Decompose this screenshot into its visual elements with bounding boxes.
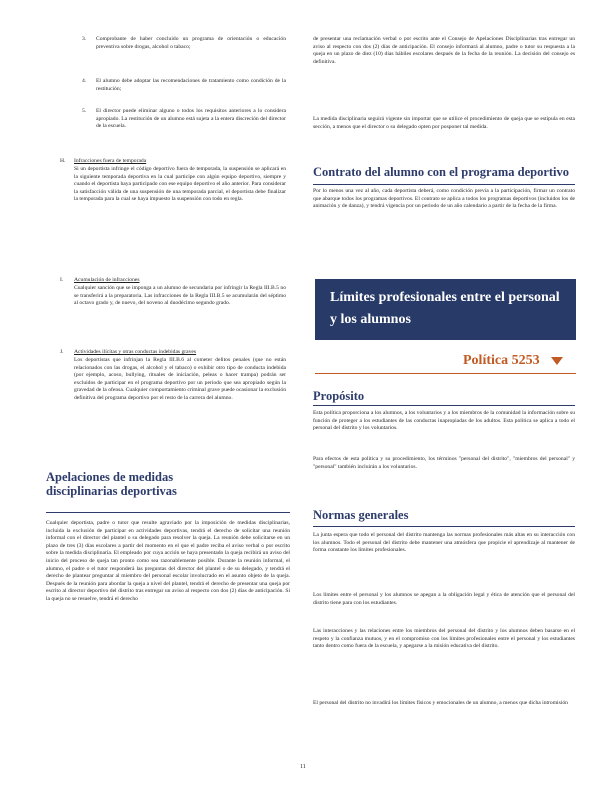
item-number: 4. <box>82 78 87 84</box>
policy-number: Política 5253 <box>463 353 540 368</box>
policy-rule <box>315 373 576 374</box>
section-body: Cualquier deportista, padre o tutor que resulte agraviado por la imposición de medidas disciplinarias, incluida la exclusión de participar en actividades deportivas, tendrá el derecho de solicitar una reunión informal con el director del plantel o su delegado para resolver la queja. La reunión debe solicitarse en un plazo de tres (3) días escolares a partir del momento en el que el padre reciba el aviso verbal o por escrito sobre la medida disciplinaria. El empleado por cuya acción se haya presentado la queja recibirá un aviso del inicio del proceso de queja tan pronto como sea razonablemente posible. Durante la reunión informal, el alumno, el padre o el tutor responderá las preguntas del director del plantel o de su delegado, y tendrá el derecho de plantear preguntar al miembro del personal escolar involucrado en el asunto objeto de la queja. Después de la reunión para abordar la queja a nivel del plantel, tendrá el derecho de presentar una queja por escrito al director deportivo del distrito tras entregar un aviso al respecto con dos (2) días de anticipación. Si la queja no se resuelve, tendrá el derecho <box>46 520 290 602</box>
list-item: El alumno debe adoptar las recomendaciones de tratamiento como condición de la restitución; <box>96 78 286 92</box>
banner-title: Límites profesionales entre el personal y los alumnos <box>330 290 560 327</box>
paragraph: La medida disciplinaria seguirá vigente sin importar que se utilice el procedimiento de queja que se estipula en esta sección, a menos que el director o su delegado opten por posponer tal medida. <box>313 116 575 130</box>
section-heading: Apelaciones de medidas disciplinarias deportivas <box>46 470 177 498</box>
heading-rule <box>313 184 575 185</box>
heading-rule <box>46 512 290 513</box>
section-body: Cualquier sanción que se imponga a un alumno de secundaria por infringir la Regla III.B.5 no se transferirá a la preparatoria. Las infracciones de la Regla III.B.5 se acumularán del séptimo al octavo grado y, de nuevo, del noveno al duodécimo segundo grado. <box>74 285 286 307</box>
item-number: 5. <box>82 108 87 114</box>
section-letter: J. <box>60 349 64 355</box>
item-number: 3. <box>82 36 87 42</box>
list-item: El director puede eliminar alguno o todos los requisitos anteriores a lo considera apropiado. La restitución de un alumno está sujeta a la entera discreción del director de la escuela. <box>96 108 286 130</box>
page-number: 11 <box>300 764 306 770</box>
section-letter: I. <box>60 277 64 283</box>
section-heading: Normas generales <box>313 508 409 522</box>
paragraph: Para efectos de esta política y su procedimiento, los términos "personal del distrito", "miembros del personal" y "personal" también incluirán a los voluntarios. <box>313 456 575 470</box>
paragraph: El personal del distrito no invadirá los límites físicos y emocionales de un alumno, a menos que dicha intromisión <box>313 700 568 706</box>
subsection-title: Actividades ilícitas y otras conductas indebidas graves <box>74 349 197 355</box>
heading-rule <box>313 526 575 527</box>
paragraph: Los límites entre el personal y los alumnos se apegan a la obligación legal y ética de atención que el personal del distrito tiene para con los estudiantes. <box>313 592 575 606</box>
section-body: Si un deportista infringe el código deportivo fuera de temporada, la suspensión se aplicará en la siguiente temporada deportiva en la cual participe con algún equipo deportivo, siempre y cuando el deportista haya participado con ese equipo deportivo el año anterior. Para considerar la satisfacción válida de una suspensión de una temporada parcial, el deportista debe finalizar la temporada para la cual se haya impuesto la suspensión con todo en regla. <box>74 166 286 203</box>
paragraph: Esta política proporciona a los alumnos, a los voluntarios y a los miembros de la comunidad la información sobre su función de proteger a los estudiantes de las conductas inapropiadas de los adultos. Esta política se aplica a todo el personal del distrito y los voluntarios. <box>313 410 575 432</box>
section-heading: Contrato del alumno con el programa deportivo <box>313 165 570 179</box>
triangle-down-icon <box>551 357 563 365</box>
section-heading: Propósito <box>313 389 365 403</box>
list-item: Comprobante de haber concluido un programa de orientación o educación preventiva sobre drogas, alcohol o tabaco; <box>96 36 286 50</box>
paragraph: Las interacciones y las relaciones entre los miembros del personal del distrito y los alumnos deben basarse en el respeto y la confianza mutuos, y en el compromiso con los límites profesionales entre el personal y los estudiantes tanto dentro como fuera de la escuela, y apegarse a la misión educativa del distrito. <box>313 628 575 650</box>
paragraph: de presentar una reclamación verbal o por escrito ante el Consejo de Apelaciones Disciplinarias tras entregar un aviso al respecto con dos (2) días de anticipación. El consejo informará al alumno, padre o tutor su respuesta a la queja en un plazo de diez (10) días hábiles escolares después de la fecha de la reunión. La decisión del consejo es definitiva. <box>313 36 575 65</box>
section-letter: H. <box>60 158 66 164</box>
section-body: Los deportistas que infrinjan la Regla III.B.6 al cometer delitos penales (que no están relacionados con las drogas, el alcohol y el tabaco) o exhibir otro tipo de conducta indebida (por ejemplo, acoso, bullying, rituales de iniciación, peleas o hacer trampa) podrán ser excluidos de participar en el programa deportivo por un periodo que sea apropiado según la gravedad de la ofensa. Cualquier comportamiento criminal grave puede ocasionar la exclusión definitiva del programa deportivo por el resto de la carrera del alumno. <box>74 357 286 401</box>
paragraph: La junta espera que todo el personal del distrito mantenga las normas profesionales más altas en su interacción con los alumnos. Todo el personal del distrito debe mantener una atmósfera que propicie el aprendizaje al mantener de forma constante los límites profesionales. <box>313 532 575 554</box>
section-body: Por lo menos una vez al año, cada deportista deberá, como condición previa a la participación, firmar un contrato que abarque todos los programas deportivos. El contrato se aplica a todos los programas deportivos (incluidos los de animación y de danza), y tendrá vigencia por un periodo de un año calendario a partir de la fecha de la firma. <box>313 188 575 210</box>
subsection-title: Acumulación de infracciones <box>74 277 140 283</box>
subsection-title: Infracciones fuera de temporada <box>74 158 147 164</box>
policy-banner <box>315 279 576 340</box>
heading-rule <box>313 405 575 406</box>
